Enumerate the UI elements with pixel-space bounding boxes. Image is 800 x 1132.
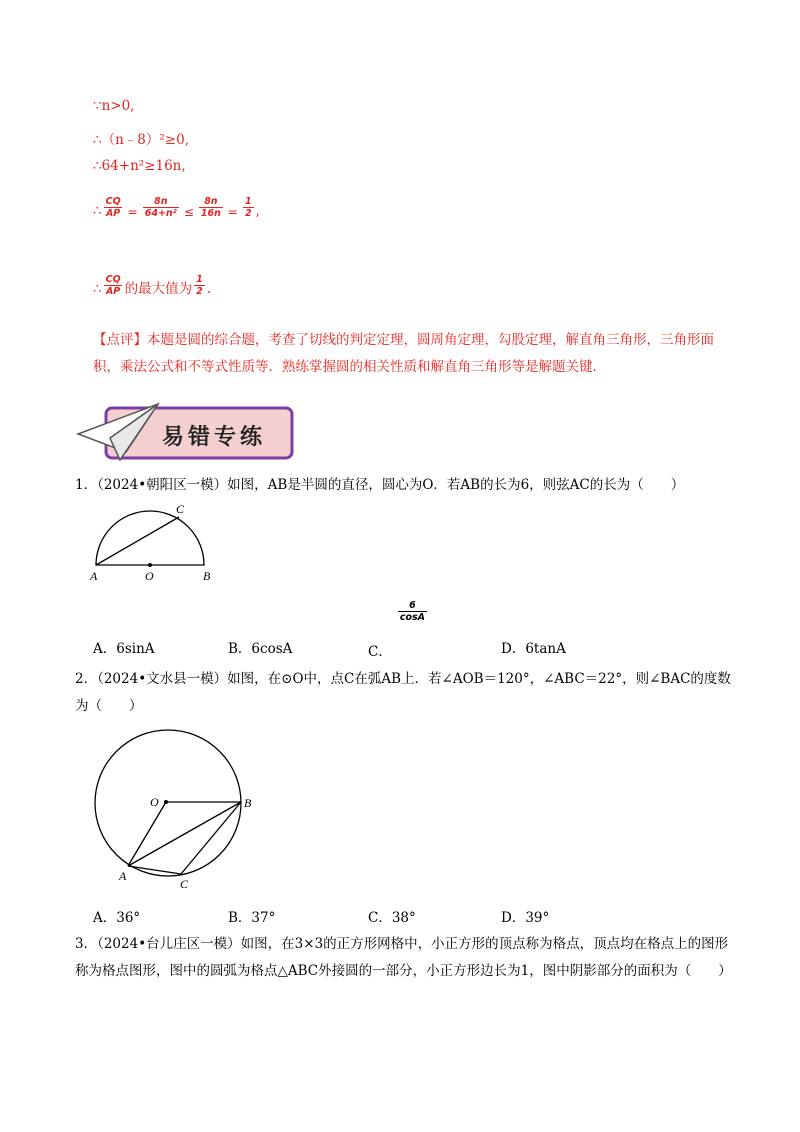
segment-ab [128, 802, 241, 866]
question-2 [75, 666, 735, 720]
point-label-c: C [176, 502, 185, 516]
equals-sign: = [227, 205, 238, 219]
point-label-b: B [203, 569, 211, 583]
solution-line-2: ∴（n﹣8）²≥0, [93, 132, 189, 148]
segment-ac [128, 866, 181, 874]
q1-option-c[interactable]: C． $\frac{6}{\cos A}$ [368, 600, 426, 660]
banner-title: 易错专练 [162, 424, 267, 450]
fraction-cq-ap: $\frac{CQ}{AP}$ [105, 196, 121, 219]
q1-option-d[interactable]: D．6tanA [501, 641, 566, 657]
fraction-8n-16n: $\frac{8n}{16n}$ [200, 196, 221, 219]
solution-line-5: ∴ $\frac{CQ}{AP}$ 的最大值为 $\frac{1}{2}$ . [93, 274, 212, 297]
question-text: （2024•朝阳区一模）如图，AB是半圆的直径，圆心为O．若AB的长为6，则弦AC的长为（ ） [97, 477, 685, 493]
circle-figure [86, 726, 256, 896]
q2-option-c[interactable]: C．38° [368, 910, 416, 926]
option-c-fraction: $\frac{6}{\cos A}$ [399, 600, 426, 623]
point-label-b: B [244, 796, 252, 810]
point-label-a: A [119, 869, 127, 883]
question-3 [75, 931, 735, 985]
q1-option-b[interactable]: B．6cosA [228, 641, 293, 657]
section-banner [76, 402, 298, 464]
fraction-1-2: $\frac{1}{2}$ [244, 196, 252, 219]
max-value-fraction: $\frac{1}{2}$ [196, 274, 203, 297]
center-point [148, 563, 152, 567]
circle-o [95, 730, 241, 876]
question-number: 1． [75, 477, 98, 493]
question-1 [75, 472, 735, 499]
q2-option-b[interactable]: B．37° [228, 910, 276, 926]
solution-line-1: ∵n>0, [93, 98, 135, 114]
q2-option-a[interactable]: A．36° [93, 910, 141, 926]
comment-paragraph [93, 327, 733, 381]
point-label-c: C [180, 877, 189, 891]
comment-label: 【点评】 [93, 332, 147, 348]
q2-option-d[interactable]: D．39° [501, 910, 550, 926]
solution-line-3: ∴64+n²≥16n, [93, 158, 186, 174]
segment-oa [128, 802, 166, 866]
question-text: （2024•文水县一模）如图，在⊙O中，点C在弧AB上．若∠AOB＝120°，∠ABC＝22°，则∠BAC的度数为（ ） [75, 671, 731, 714]
fraction-8n-64n2: $\frac{8n}{\text{64+n²}}$ [144, 196, 177, 219]
question-text: （2024•台儿庄区一模）如图，在3×3的正方形网格中，小正方形的顶点称为格点，顶点均在格点上的图形称为格点图形，图中的圆弧为格点△ABC外接圆的一部分，小正方形边长为1，图中阴影部分的面积为（ ） [75, 936, 732, 979]
point-label-a: A [90, 569, 98, 583]
semicircle-arc [96, 511, 204, 565]
q1-option-a[interactable]: A．6sinA [93, 641, 155, 657]
question-number: 2． [75, 671, 98, 687]
point-label-o: O [150, 795, 159, 809]
semicircle-figure [86, 500, 222, 586]
comment-text: 本题是圆的综合题，考查了切线的判定定理，圆周角定理，勾股定理，解直角三角形，三角形面积，乘法公式和不等式性质等．熟练掌握圆的相关性质和解直角三角形等是解题关键． [93, 332, 714, 375]
center-point [164, 800, 168, 804]
fraction-cq-ap: $\frac{CQ}{AP}$ [105, 274, 121, 297]
chord-ac [96, 517, 179, 565]
therefore-symbol: ∴ [93, 203, 102, 219]
solution-line-4: ∴ $\frac{CQ}{AP}$ = $\frac{8n}{\text{64+n²}}$ ≤ $\frac{8n}{16n}$ = $\frac{1}{2}$ , [93, 196, 260, 219]
equals-sign: = [127, 205, 138, 219]
therefore-symbol: ∴ [93, 281, 102, 297]
question-number: 3． [75, 936, 98, 952]
point-label-o: O [145, 569, 154, 583]
less-equal-sign: ≤ [183, 205, 194, 219]
